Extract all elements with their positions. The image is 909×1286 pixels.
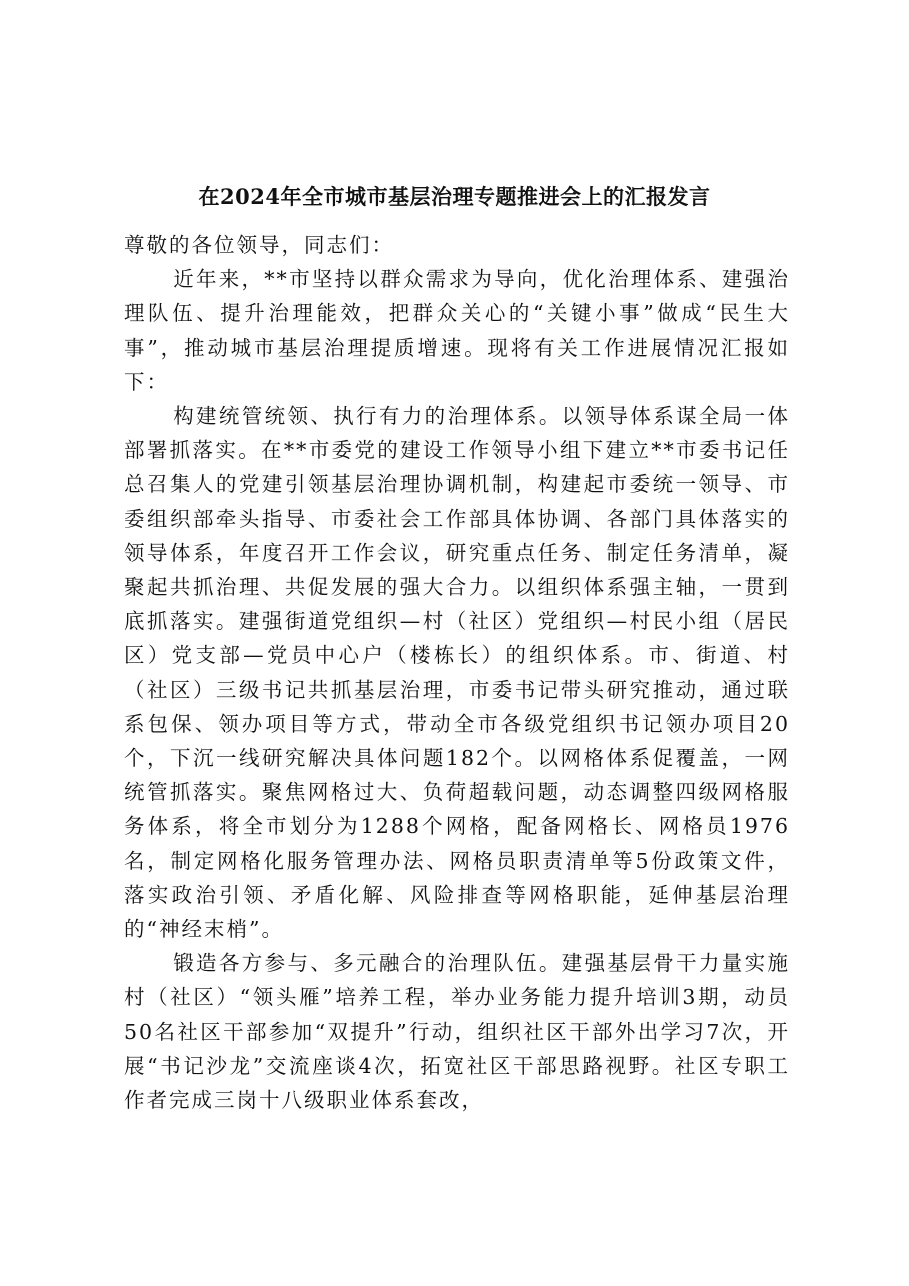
document-body (124, 228, 790, 1117)
paragraph-governance-system: 构建统管统领、执行有力的治理体系。以领导体系谋全局一体部署抓落实。在**市委党的建设工作领导小组下建立**市委书记任总召集人的党建引领基层治理协调机制，构建起市委统一领导、市委组织部牵头指导、市委社会工作部具体协调、各部门具体落实的领导体系，年度召开工作会议，研究重点任务、制定任务清单，凝聚起共抓治理、共促发展的强大合力。以组织体系强主轴，一贯到底抓落实。建强街道党组织—村（社区）党组织—村民小组（居民区）党支部—党员中心户（楼栋长）的组织体系。市、街道、村（社区）三级书记共抓基层治理，市委书记带头研究推动，通过联系包保、领办项目等方式，带动全市各级党组织书记领办项目20个，下沉一线研究解决具体问题182个。以网格体系促覆盖，一网统管抓落实。聚焦网格过大、负荷超载问题，动态调整四级网格服务体系，将全市划分为1288个网格，配备网格长、网格员1976名，制定网格化服务管理办法、网格员职责清单等5份政策文件，落实政治引领、矛盾化解、风险排查等网格职能，延伸基层治理的“神经末梢”。 (124, 404, 790, 942)
paragraph-governance-team: 锻造各方参与、多元融合的治理队伍。建强基层骨干力量实施村（社区）“领头雁”培养工程，举办业务能力提升培训3期，动员50名社区干部参加“双提升”行动，组织社区干部外出学习7次，开展“书记沙龙”交流座谈4次，拓宽社区干部思路视野。社区专职工作者完成三岗十八级职业体系套改， (124, 951, 790, 1113)
document-title: 在2024年全市城市基层治理专题推进会上的汇报发言 (198, 184, 711, 209)
paragraph-intro: 近年来，**市坚持以群众需求为导向，优化治理体系、建强治理队伍、提升治理能效，把群众关心的“关键小事”做成“民生大事”，推动城市基层治理提质增速。现将有关工作进展情况汇报如下： (124, 267, 790, 394)
salutation: 尊敬的各位领导，同志们： (124, 233, 394, 257)
